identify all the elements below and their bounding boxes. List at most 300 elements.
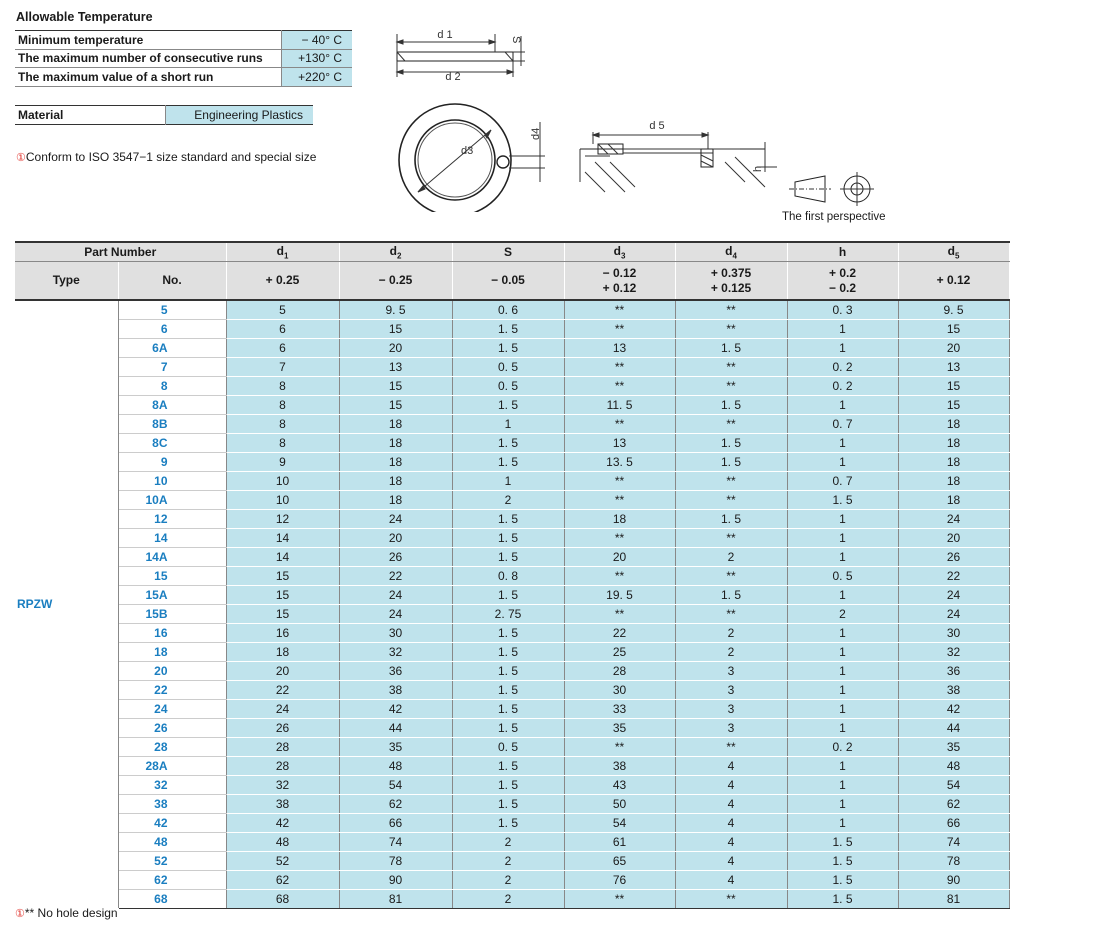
value-cell: 74 bbox=[898, 832, 1009, 851]
table-row bbox=[15, 509, 1009, 528]
value-cell: 24 bbox=[898, 509, 1009, 528]
value-cell: 9 bbox=[226, 452, 339, 471]
value-cell: 2 bbox=[675, 547, 787, 566]
value-cell: 4 bbox=[675, 756, 787, 775]
value-cell: 54 bbox=[339, 775, 452, 794]
value-cell: ** bbox=[564, 889, 675, 908]
value-cell: 1 bbox=[787, 775, 898, 794]
part-no-cell: 15 bbox=[118, 566, 226, 585]
value-cell: 3 bbox=[675, 680, 787, 699]
value-cell: 68 bbox=[226, 889, 339, 908]
tolerance-lower: − 0.2 bbox=[828, 280, 857, 295]
table-row bbox=[15, 395, 1009, 414]
col-header-main: h bbox=[838, 245, 847, 260]
value-cell: 30 bbox=[564, 680, 675, 699]
note-text: Conform to ISO 3547−1 size standard and special size bbox=[25, 150, 317, 164]
value-cell: 26 bbox=[339, 547, 452, 566]
no-hole-note bbox=[15, 906, 118, 920]
tolerance-upper: − 0.05 bbox=[491, 273, 525, 288]
value-cell: 0. 5 bbox=[452, 376, 564, 395]
value-cell: ** bbox=[675, 528, 787, 547]
value-cell: 3 bbox=[675, 699, 787, 718]
col-header-sub: 2 bbox=[396, 251, 402, 261]
side-view bbox=[397, 29, 525, 83]
value-cell: 4 bbox=[675, 870, 787, 889]
col-tolerance-d4 bbox=[675, 262, 787, 300]
value-cell: 9. 5 bbox=[339, 300, 452, 320]
value-cell: 10 bbox=[226, 490, 339, 509]
value-cell: 15 bbox=[898, 395, 1009, 414]
value-cell: 13 bbox=[564, 433, 675, 452]
part-no-cell: 15B bbox=[118, 604, 226, 623]
value-cell: ** bbox=[564, 300, 675, 320]
value-cell: 28 bbox=[226, 737, 339, 756]
tolerance-lower: + 0.125 bbox=[710, 280, 752, 295]
value-cell: 50 bbox=[564, 794, 675, 813]
table-row bbox=[15, 566, 1009, 585]
part-no-cell: 6 bbox=[118, 319, 226, 338]
value-cell: 18 bbox=[339, 471, 452, 490]
value-cell: 1. 5 bbox=[452, 585, 564, 604]
table-row bbox=[15, 851, 1009, 870]
value-cell: 3 bbox=[675, 718, 787, 737]
value-cell: 1 bbox=[787, 319, 898, 338]
value-cell: ** bbox=[675, 376, 787, 395]
table-row bbox=[15, 490, 1009, 509]
no-header: No. bbox=[118, 262, 226, 300]
part-no-cell: 32 bbox=[118, 775, 226, 794]
value-cell: 9. 5 bbox=[898, 300, 1009, 320]
part-number-header: Part Number bbox=[15, 242, 226, 262]
value-cell: 18 bbox=[339, 452, 452, 471]
value-cell: 1 bbox=[787, 547, 898, 566]
value-cell: 2 bbox=[452, 889, 564, 908]
table-row bbox=[15, 452, 1009, 471]
value-cell: 38 bbox=[226, 794, 339, 813]
value-cell: 2. 75 bbox=[452, 604, 564, 623]
tolerance-upper: − 0.25 bbox=[378, 273, 413, 288]
value-cell: 2 bbox=[675, 642, 787, 661]
col-tolerance-d3 bbox=[564, 262, 675, 300]
value-cell: 1 bbox=[787, 433, 898, 452]
d4-label: d4 bbox=[530, 127, 542, 140]
value-cell: 66 bbox=[339, 813, 452, 832]
value-cell: 1. 5 bbox=[675, 509, 787, 528]
part-no-cell: 18 bbox=[118, 642, 226, 661]
value-cell: 0. 5 bbox=[787, 566, 898, 585]
value-cell: 18 bbox=[898, 452, 1009, 471]
value-cell: ** bbox=[675, 737, 787, 756]
value-cell: 8 bbox=[226, 433, 339, 452]
value-cell: 1. 5 bbox=[452, 699, 564, 718]
value-cell: 62 bbox=[226, 870, 339, 889]
value-cell: 20 bbox=[226, 661, 339, 680]
value-cell: 36 bbox=[339, 661, 452, 680]
type-header: Type bbox=[15, 262, 118, 300]
value-cell: 33 bbox=[564, 699, 675, 718]
value-cell: ** bbox=[675, 490, 787, 509]
value-cell: 1 bbox=[787, 680, 898, 699]
value-cell: 42 bbox=[339, 699, 452, 718]
value-cell: 18 bbox=[339, 414, 452, 433]
value-cell: 1. 5 bbox=[452, 623, 564, 642]
col-header-sub: 3 bbox=[620, 251, 626, 261]
value-cell: ** bbox=[564, 528, 675, 547]
value-cell: 0. 2 bbox=[787, 357, 898, 376]
value-cell: 1 bbox=[787, 585, 898, 604]
value-cell: 0. 3 bbox=[787, 300, 898, 320]
material-table bbox=[15, 105, 313, 125]
value-cell: 20 bbox=[898, 338, 1009, 357]
value-cell: 15 bbox=[226, 566, 339, 585]
table-row bbox=[15, 585, 1009, 604]
part-no-cell: 52 bbox=[118, 851, 226, 870]
part-no-cell: 22 bbox=[118, 680, 226, 699]
table-row bbox=[15, 737, 1009, 756]
value-cell: 30 bbox=[898, 623, 1009, 642]
temperature-label: The maximum number of consecutive runs bbox=[15, 49, 281, 68]
part-no-cell: 10 bbox=[118, 471, 226, 490]
col-header-sub: 5 bbox=[954, 251, 960, 261]
value-cell: 44 bbox=[339, 718, 452, 737]
value-cell: 15 bbox=[226, 585, 339, 604]
part-no-cell: 26 bbox=[118, 718, 226, 737]
value-cell: 24 bbox=[226, 699, 339, 718]
value-cell: 24 bbox=[898, 604, 1009, 623]
value-cell: 24 bbox=[339, 509, 452, 528]
value-cell: 1. 5 bbox=[452, 433, 564, 452]
value-cell: 22 bbox=[898, 566, 1009, 585]
part-no-cell: 10A bbox=[118, 490, 226, 509]
d5-label: d 5 bbox=[649, 120, 665, 132]
col-header-main: d bbox=[613, 244, 621, 258]
value-cell: 1. 5 bbox=[452, 547, 564, 566]
value-cell: 18 bbox=[564, 509, 675, 528]
col-header-main: S bbox=[503, 245, 512, 260]
s-label: S bbox=[510, 36, 522, 44]
value-cell: 35 bbox=[564, 718, 675, 737]
value-cell: 4 bbox=[675, 813, 787, 832]
value-cell: 90 bbox=[339, 870, 452, 889]
value-cell: 15 bbox=[339, 395, 452, 414]
value-cell: 18 bbox=[898, 490, 1009, 509]
note-marker-bottom: ① bbox=[15, 908, 25, 920]
col-header-d5 bbox=[898, 242, 1009, 262]
value-cell: 14 bbox=[226, 547, 339, 566]
value-cell: 1 bbox=[787, 528, 898, 547]
projection-symbol bbox=[789, 172, 874, 206]
value-cell: 14 bbox=[226, 528, 339, 547]
table-row bbox=[15, 414, 1009, 433]
value-cell: 1. 5 bbox=[452, 718, 564, 737]
value-cell: 4 bbox=[675, 794, 787, 813]
value-cell: 76 bbox=[564, 870, 675, 889]
value-cell: ** bbox=[564, 737, 675, 756]
value-cell: 2 bbox=[452, 851, 564, 870]
col-header-d1 bbox=[226, 242, 339, 262]
col-header-s bbox=[452, 242, 564, 262]
bushing-drawing bbox=[385, 22, 895, 212]
part-no-cell: 6A bbox=[118, 338, 226, 357]
value-cell: 7 bbox=[226, 357, 339, 376]
temperature-value: +130° C bbox=[281, 49, 352, 68]
value-cell: 38 bbox=[339, 680, 452, 699]
part-no-cell: 8C bbox=[118, 433, 226, 452]
value-cell: ** bbox=[564, 357, 675, 376]
value-cell: 42 bbox=[226, 813, 339, 832]
value-cell: 2 bbox=[787, 604, 898, 623]
part-no-cell: 8A bbox=[118, 395, 226, 414]
col-header-d4 bbox=[675, 242, 787, 262]
part-no-cell: 38 bbox=[118, 794, 226, 813]
value-cell: ** bbox=[564, 604, 675, 623]
value-cell: 6 bbox=[226, 319, 339, 338]
value-cell: 0. 5 bbox=[452, 737, 564, 756]
value-cell: 2 bbox=[452, 490, 564, 509]
col-header-main: d bbox=[276, 244, 284, 258]
value-cell: 1 bbox=[787, 642, 898, 661]
value-cell: 48 bbox=[898, 756, 1009, 775]
part-no-cell: 16 bbox=[118, 623, 226, 642]
value-cell: ** bbox=[675, 319, 787, 338]
value-cell: 4 bbox=[675, 775, 787, 794]
value-cell: 18 bbox=[898, 433, 1009, 452]
value-cell: 36 bbox=[898, 661, 1009, 680]
value-cell: 22 bbox=[339, 566, 452, 585]
value-cell: ** bbox=[675, 414, 787, 433]
table-row bbox=[15, 338, 1009, 357]
value-cell: 62 bbox=[898, 794, 1009, 813]
value-cell: 65 bbox=[564, 851, 675, 870]
temperature-value: − 40° C bbox=[281, 31, 352, 50]
col-tolerance-d2 bbox=[339, 262, 452, 300]
value-cell: 54 bbox=[898, 775, 1009, 794]
value-cell: 32 bbox=[226, 775, 339, 794]
value-cell: 11. 5 bbox=[564, 395, 675, 414]
value-cell: ** bbox=[675, 604, 787, 623]
note-marker: ① bbox=[16, 152, 26, 164]
part-no-cell: 14A bbox=[118, 547, 226, 566]
value-cell: ** bbox=[675, 300, 787, 320]
value-cell: 12 bbox=[226, 509, 339, 528]
value-cell: 0. 2 bbox=[787, 376, 898, 395]
temperature-row bbox=[15, 49, 352, 68]
dimensions-table bbox=[15, 241, 1010, 909]
value-cell: 20 bbox=[339, 338, 452, 357]
value-cell: 1 bbox=[787, 509, 898, 528]
material-label: Material bbox=[15, 106, 165, 125]
value-cell: ** bbox=[564, 414, 675, 433]
part-no-cell: 7 bbox=[118, 357, 226, 376]
value-cell: 18 bbox=[339, 490, 452, 509]
value-cell: 42 bbox=[898, 699, 1009, 718]
value-cell: 1. 5 bbox=[452, 338, 564, 357]
value-cell: 1. 5 bbox=[452, 661, 564, 680]
value-cell: 1. 5 bbox=[675, 452, 787, 471]
value-cell: 1. 5 bbox=[675, 395, 787, 414]
section-view bbox=[580, 120, 777, 192]
part-no-cell: 48 bbox=[118, 832, 226, 851]
value-cell: 0. 8 bbox=[452, 566, 564, 585]
value-cell: 35 bbox=[339, 737, 452, 756]
col-header-main: d bbox=[725, 244, 733, 258]
col-header-d2 bbox=[339, 242, 452, 262]
value-cell: 10 bbox=[226, 471, 339, 490]
table-row bbox=[15, 661, 1009, 680]
table-row bbox=[15, 357, 1009, 376]
part-no-cell: 20 bbox=[118, 661, 226, 680]
value-cell: 13 bbox=[898, 357, 1009, 376]
value-cell: 15 bbox=[898, 319, 1009, 338]
value-cell: 24 bbox=[339, 604, 452, 623]
value-cell: 1. 5 bbox=[675, 338, 787, 357]
value-cell: 66 bbox=[898, 813, 1009, 832]
value-cell: 1. 5 bbox=[452, 319, 564, 338]
value-cell: ** bbox=[564, 490, 675, 509]
value-cell: 1. 5 bbox=[787, 832, 898, 851]
value-cell: 1. 5 bbox=[452, 794, 564, 813]
value-cell: 2 bbox=[452, 870, 564, 889]
table-row bbox=[15, 756, 1009, 775]
value-cell: 0. 7 bbox=[787, 471, 898, 490]
table-row bbox=[15, 699, 1009, 718]
value-cell: 4 bbox=[675, 832, 787, 851]
value-cell: 1. 5 bbox=[452, 642, 564, 661]
value-cell: 1. 5 bbox=[787, 851, 898, 870]
value-cell: 19. 5 bbox=[564, 585, 675, 604]
value-cell: 1 bbox=[787, 699, 898, 718]
value-cell: 6 bbox=[226, 338, 339, 357]
table-row bbox=[15, 433, 1009, 452]
value-cell: 24 bbox=[898, 585, 1009, 604]
part-no-cell: 8B bbox=[118, 414, 226, 433]
size-standard-note bbox=[16, 150, 316, 164]
value-cell: 54 bbox=[564, 813, 675, 832]
part-no-cell: 12 bbox=[118, 509, 226, 528]
value-cell: ** bbox=[675, 889, 787, 908]
value-cell: 22 bbox=[226, 680, 339, 699]
table-row bbox=[15, 870, 1009, 889]
col-header-sub: 1 bbox=[283, 251, 289, 261]
tolerance-upper: + 0.12 bbox=[936, 273, 971, 288]
temperature-label: The maximum value of a short run bbox=[15, 68, 281, 87]
table-row bbox=[15, 794, 1009, 813]
value-cell: 81 bbox=[898, 889, 1009, 908]
value-cell: 32 bbox=[898, 642, 1009, 661]
part-no-cell: 9 bbox=[118, 452, 226, 471]
value-cell: 61 bbox=[564, 832, 675, 851]
col-tolerance-d5 bbox=[898, 262, 1009, 300]
value-cell: 43 bbox=[564, 775, 675, 794]
value-cell: 1 bbox=[787, 756, 898, 775]
value-cell: 8 bbox=[226, 376, 339, 395]
value-cell: 1 bbox=[787, 661, 898, 680]
value-cell: 48 bbox=[339, 756, 452, 775]
temperature-label: Minimum temperature bbox=[15, 31, 281, 50]
value-cell: 48 bbox=[226, 832, 339, 851]
value-cell: 44 bbox=[898, 718, 1009, 737]
value-cell: 1. 5 bbox=[787, 870, 898, 889]
value-cell: 1 bbox=[787, 338, 898, 357]
value-cell: 3 bbox=[675, 661, 787, 680]
value-cell: 13. 5 bbox=[564, 452, 675, 471]
value-cell: 8 bbox=[226, 414, 339, 433]
value-cell: 1. 5 bbox=[787, 889, 898, 908]
col-header-main: d bbox=[947, 244, 955, 258]
value-cell: 26 bbox=[226, 718, 339, 737]
value-cell: ** bbox=[675, 566, 787, 585]
temperature-title: Allowable Temperature bbox=[16, 10, 153, 24]
value-cell: 35 bbox=[898, 737, 1009, 756]
value-cell: 1. 5 bbox=[452, 395, 564, 414]
value-cell: 25 bbox=[564, 642, 675, 661]
value-cell: 18 bbox=[226, 642, 339, 661]
temperature-value: +220° C bbox=[281, 68, 352, 87]
value-cell: ** bbox=[564, 376, 675, 395]
value-cell: 2 bbox=[675, 623, 787, 642]
value-cell: 62 bbox=[339, 794, 452, 813]
tolerance-upper: + 0.375 bbox=[710, 265, 752, 280]
d3-label: d3 bbox=[461, 145, 474, 157]
table-row bbox=[15, 376, 1009, 395]
value-cell: 28 bbox=[564, 661, 675, 680]
value-cell: 1. 5 bbox=[452, 813, 564, 832]
value-cell: 2 bbox=[452, 832, 564, 851]
value-cell: 1 bbox=[452, 414, 564, 433]
part-no-cell: 28A bbox=[118, 756, 226, 775]
value-cell: 52 bbox=[226, 851, 339, 870]
value-cell: 0. 7 bbox=[787, 414, 898, 433]
value-cell: 18 bbox=[339, 433, 452, 452]
tolerance-upper: + 0.25 bbox=[265, 273, 300, 288]
value-cell: 5 bbox=[226, 300, 339, 320]
value-cell: ** bbox=[564, 566, 675, 585]
table-row bbox=[15, 528, 1009, 547]
table-row bbox=[15, 642, 1009, 661]
value-cell: 1 bbox=[787, 452, 898, 471]
table-row bbox=[15, 319, 1009, 338]
value-cell: 15 bbox=[898, 376, 1009, 395]
col-tolerance-d1 bbox=[226, 262, 339, 300]
value-cell: 30 bbox=[339, 623, 452, 642]
temperature-row bbox=[15, 31, 352, 50]
value-cell: 1. 5 bbox=[787, 490, 898, 509]
part-no-cell: 24 bbox=[118, 699, 226, 718]
tolerance-upper: + 0.2 bbox=[828, 265, 857, 280]
part-no-cell: 28 bbox=[118, 737, 226, 756]
table-row bbox=[15, 813, 1009, 832]
value-cell: ** bbox=[564, 471, 675, 490]
value-cell: 32 bbox=[339, 642, 452, 661]
part-no-cell: 14 bbox=[118, 528, 226, 547]
part-no-cell: 42 bbox=[118, 813, 226, 832]
value-cell: 0. 6 bbox=[452, 300, 564, 320]
d2-label: d 2 bbox=[445, 71, 461, 83]
value-cell: 20 bbox=[898, 528, 1009, 547]
temperature-row bbox=[15, 68, 352, 87]
value-cell: 26 bbox=[898, 547, 1009, 566]
table-row bbox=[15, 889, 1009, 908]
col-header-h bbox=[787, 242, 898, 262]
material-value: Engineering Plastics bbox=[165, 106, 313, 125]
value-cell: 24 bbox=[339, 585, 452, 604]
type-cell: RPZW bbox=[15, 300, 118, 909]
value-cell: ** bbox=[675, 357, 787, 376]
value-cell: 1 bbox=[787, 623, 898, 642]
table-row bbox=[15, 775, 1009, 794]
table-row bbox=[15, 300, 1009, 320]
table-row bbox=[15, 623, 1009, 642]
